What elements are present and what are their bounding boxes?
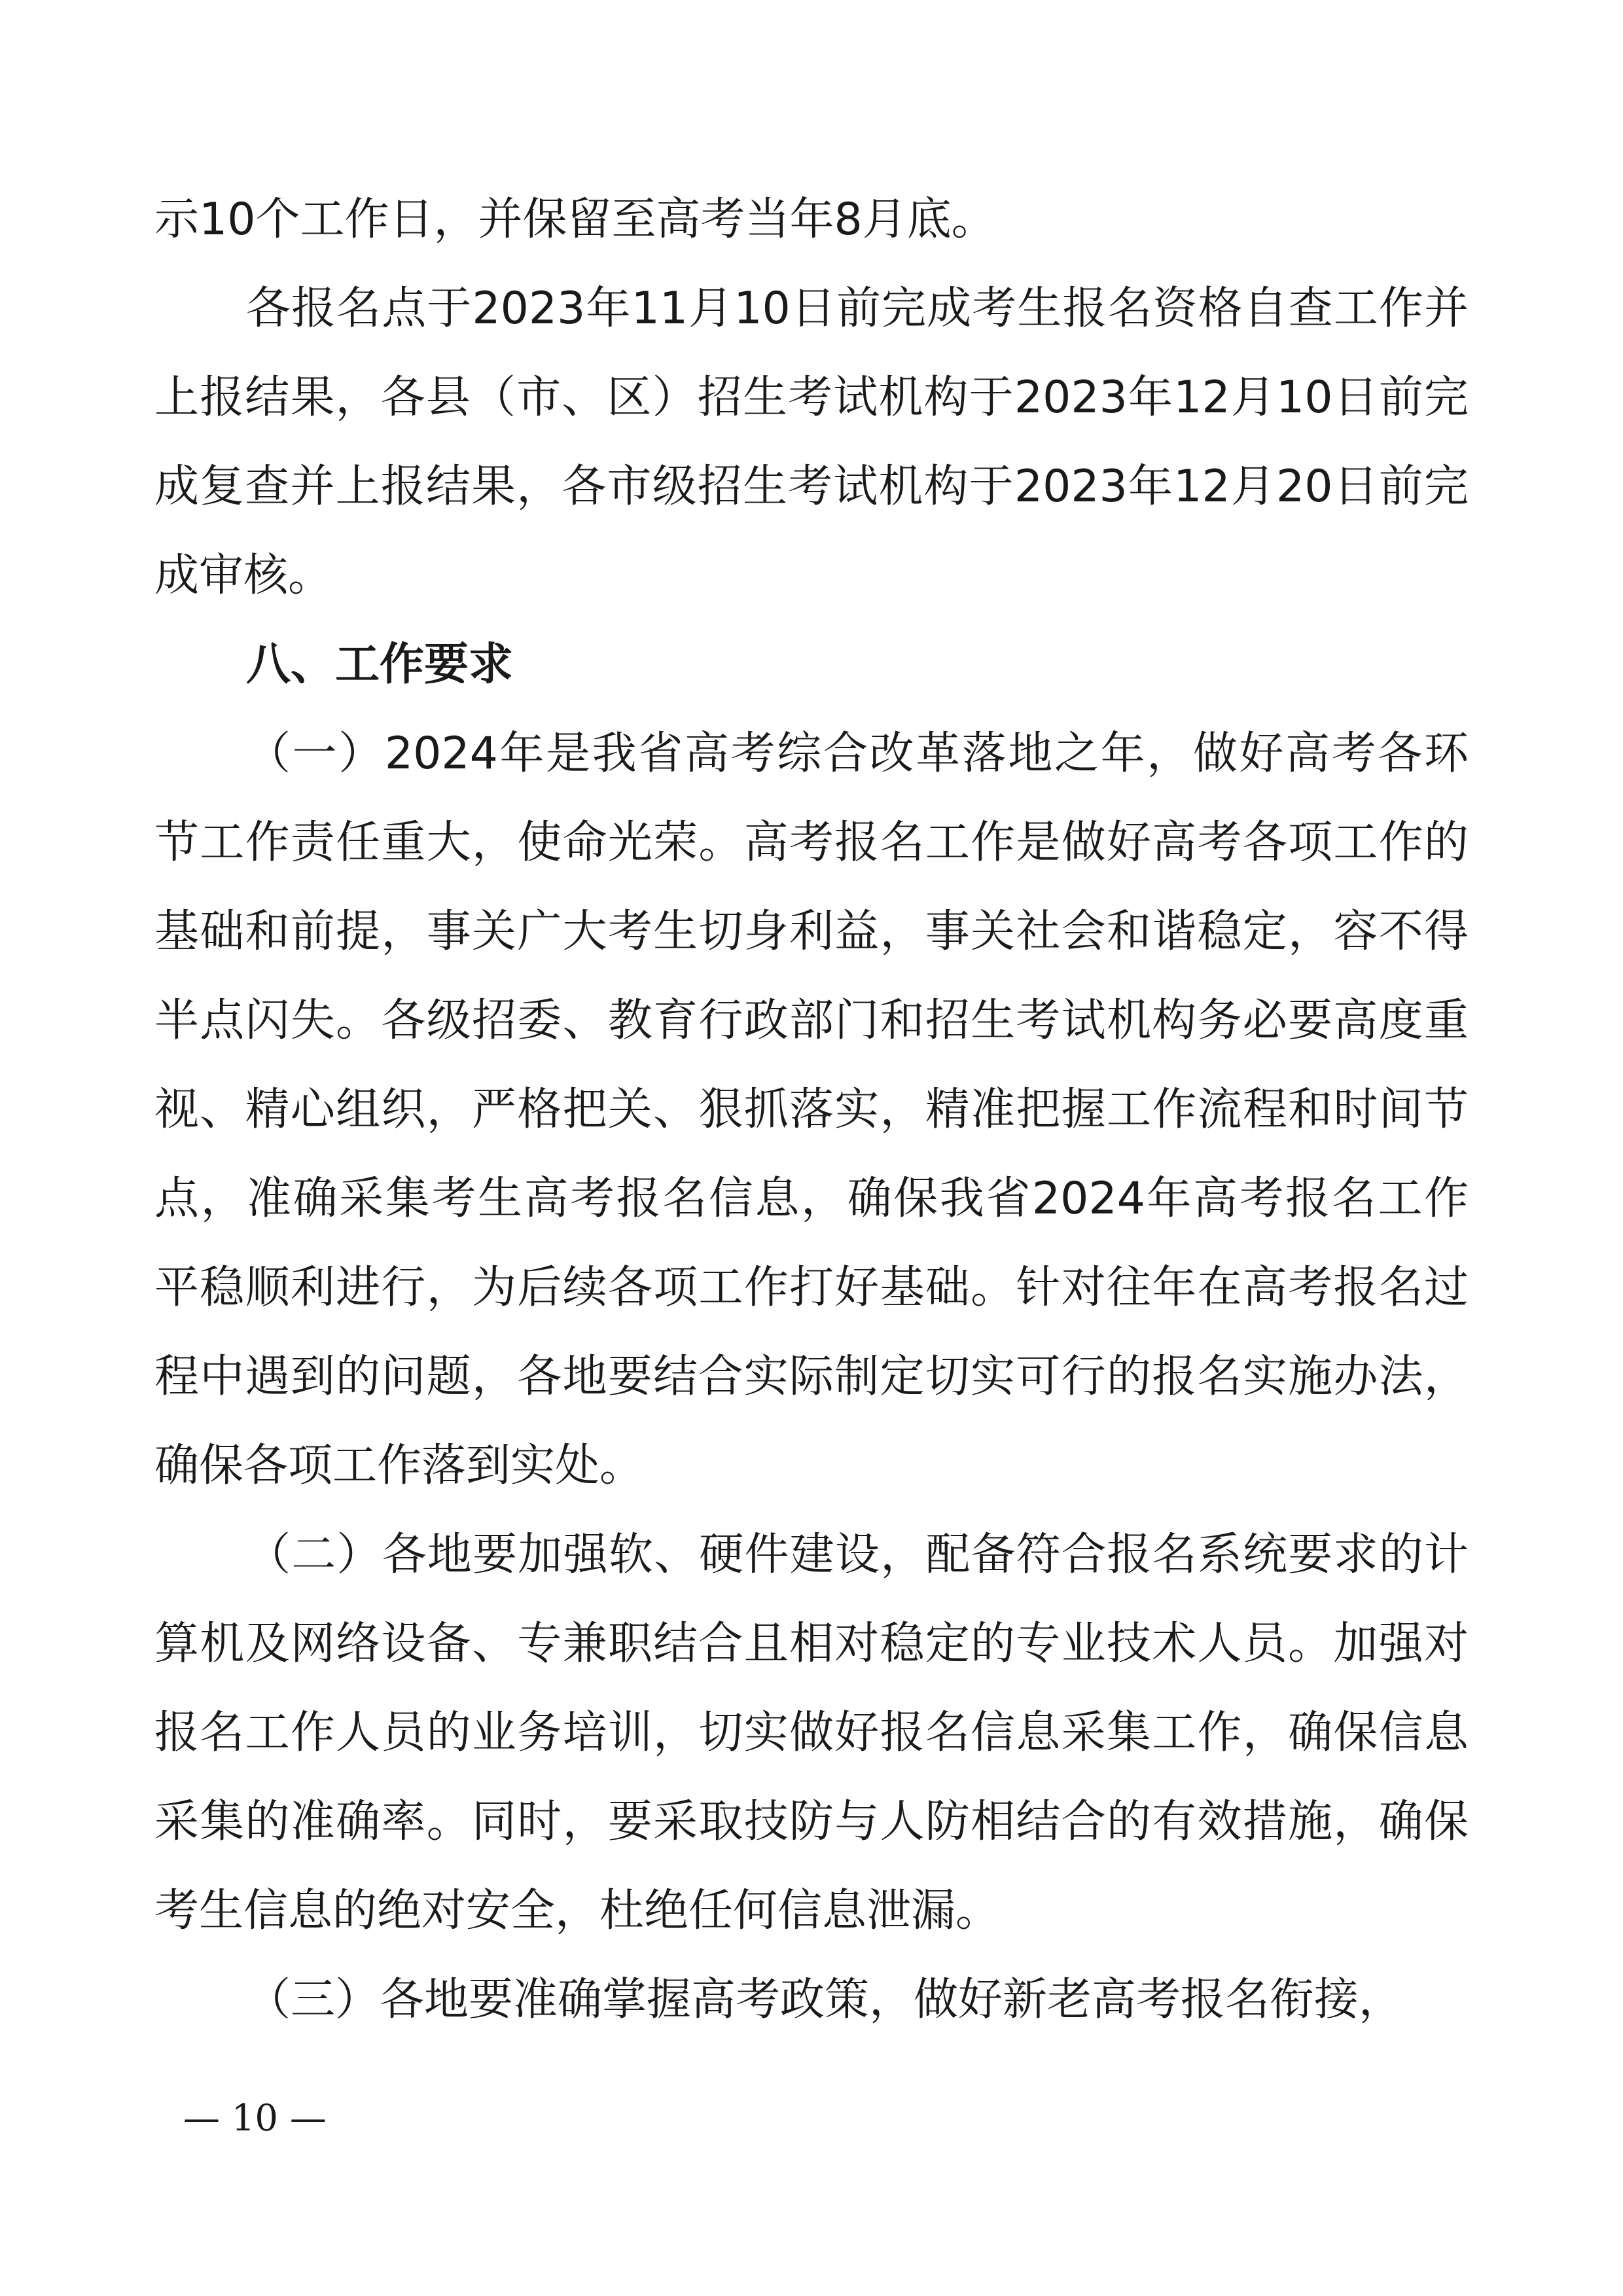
paragraph-registration-deadlines: 各报名点于2023年11月10日前完成考生报名资格自查工作并上报结果，各县（市、区）招生考试机构于2023年12月10日前完成复查并上报结果，各市级招生考试机构于2023年12月20日前完成审核。 <box>154 283 1469 601</box>
page-number: — 10 — <box>183 2097 327 2140</box>
paragraph-requirement-1: （一）2024年是我省高考综合改革落地之年，做好高考各环节工作责任重大，使命光荣。高考报名工作是做好高考各项工作的基础和前提，事关广大考生切身利益，事关社会和谐稳定，容不得半点闪失。各级招委、教育行政部门和招生考试机构务必要高度重视、精心组织，严格把关、狠抓落实，精准把握工作流程和时间节点，准确采集考生高考报名信息，确保我省2024年高考报名工作平稳顺利进行，为后续各项工作打好基础。针对往年在高考报名过程中遇到的问题，各地要结合实际制定切实可行的报名实施办法，确保各项工作落到实处。 <box>154 728 1469 1492</box>
paragraph-continuation: 示10个工作日，并保留至高考当年8月底。 <box>154 194 996 245</box>
paragraph-requirement-2: （二）各地要加强软、硬件建设，配备符合报名系统要求的计算机及网络设备、专兼职结合且相对稳定的专业技术人员。加强对报名工作人员的业务培训，切实做好报名信息采集工作，确保信息采集的准确率。同时，要采取技防与人防相结合的有效措施，确保考生信息的绝对安全，杜绝任何信息泄漏。 <box>154 1529 1469 1937</box>
section-heading-work-requirements: 八、工作要求 <box>246 639 514 691</box>
document-body <box>154 175 1469 2045</box>
paragraph-requirement-3: （三）各地要准确掌握高考政策，做好新老高考报名衔接， <box>246 1974 1404 2026</box>
